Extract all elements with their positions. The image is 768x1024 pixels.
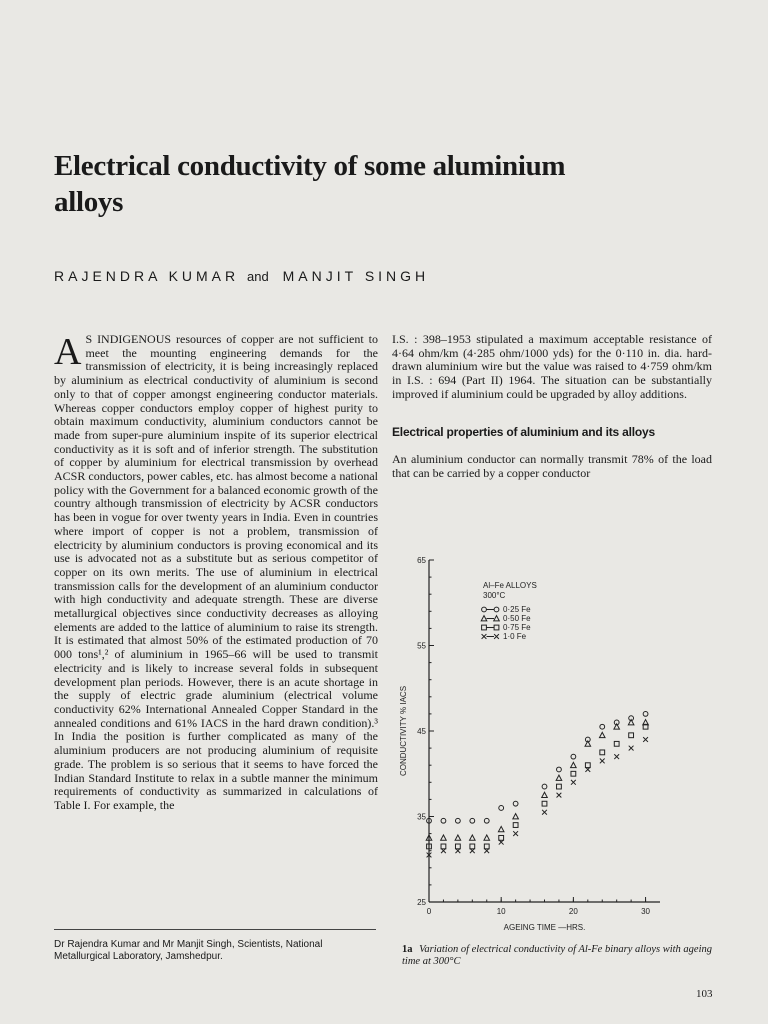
- legend-title: Al–Fe ALLOYS: [483, 581, 537, 590]
- data-point-series-3: [499, 835, 504, 840]
- data-point-series-2: [484, 835, 490, 840]
- right-paragraph-1: I.S. : 398–1953 stipulated a maximum acceptable resistance of 4·64 ohm/km (4·285 ohm/1000 yds) for the 0·110 in. dia. hard-drawn aluminium wire but the value was raised to 4·759 ohm/km in I.S. : 694 (Part II) 1964. The situation can be substantially improved if aluminium could be upgraded by alloy additions.: [392, 332, 712, 401]
- y-tick-label: 35: [417, 812, 426, 822]
- legend-label: 0·75 Fe: [503, 623, 531, 632]
- figure-number: 1a: [402, 944, 413, 955]
- data-point-series-2: [585, 741, 591, 746]
- data-point-series-4: [571, 780, 576, 785]
- y-axis-label: CONDUCTIVITY % IACS: [399, 685, 408, 777]
- y-tick-label: 55: [417, 641, 426, 651]
- data-point-series-1: [643, 712, 648, 717]
- legend-marker-2: [481, 616, 487, 621]
- legend-label: 0·50 Fe: [503, 614, 531, 623]
- left-column-text: S INDIGENOUS resources of copper are not sufficient to meet the mounting engineering demands for the transmission of electricity, it is being increasingly replaced by aluminium as electrical conductivity of aluminium is second only to that of copper amongst engineering conductor materials. Whereas copper conductors employ copper of highest purity to obtain maximum conductivity, aluminium conductors cannot be made from super-pure aluminium inspite of its superior electrical conductivity as it is soft and of inferior strength. The substitution of copper by aluminium for electrical transmission by overhead ACSR conductors, power cables, etc. has almost become a national policy with the Government for a balanced economic growth of the country although transmission of electricity by ACSR conductors has been in vogue for over twenty years in India. Even in countries where import of copper is not a problem, transmission of electricity by aluminium conductors is proving economical and its use is advocated not as a substitute but as serious competitor of copper on its own merits. The use of aluminium in electrical transmission calls for the development of an aluminium conductor with high conductivity and adequate strength. These are diverse metallurgical objectives since conductivity decreases as alloying elements are added to the lattice of aluminium to raise its strength. It is estimated that almost 50% of the estimated production of 70 000 tons¹,² of aluminium in 1965–66 will be used to transmit electricity and is likely to increase several folds in subsequent development plan periods. However, there is an acute shortage in the supply of electric grade aluminium (electrical volume conductivity 62% International Annealed Copper Standard in the annealed conditions and 61% IACS in the hard drawn condition).³ In India the position is further complicated as many of the aluminium producers are not producing aluminium of requisite grade. The problem is so serious that it seems to have forced the Indian Standard Institute to relax in a subtle manner the minimum requirements of conductivity as summarized in calculations of Table I. For example, the: [54, 332, 378, 812]
- figure-caption-text: Variation of electrical conductivity of Al-Fe binary alloys with ageing time at 300°C: [402, 944, 713, 967]
- author-conjunction: and: [247, 269, 269, 284]
- data-point-series-1: [484, 818, 489, 823]
- data-point-series-4: [513, 831, 518, 836]
- data-point-series-2: [542, 792, 548, 797]
- data-point-series-4: [614, 754, 619, 759]
- legend-label: 0·25 Fe: [503, 605, 531, 614]
- x-tick-label: 0: [426, 907, 432, 916]
- right-column: [392, 333, 712, 481]
- data-point-series-3: [484, 844, 489, 849]
- author-affiliation-footnote: Dr Rajendra Kumar and Mr Manjit Singh, Scientists, National Metallurgical Laboratory, Jamshedpur.: [54, 939, 323, 962]
- figure-caption: [402, 944, 722, 968]
- author-1: RAJENDRA KUMAR: [54, 268, 240, 284]
- chart-legend: [481, 581, 537, 641]
- data-point-series-3: [441, 844, 446, 849]
- data-point-series-4: [542, 810, 547, 815]
- data-point-series-2: [455, 835, 461, 840]
- author-line: [54, 268, 429, 284]
- author-2: MANJIT SINGH: [282, 268, 430, 284]
- data-point-series-2: [498, 826, 504, 831]
- data-point-series-3: [629, 733, 634, 738]
- data-point-series-2: [513, 814, 519, 819]
- section-heading: Electrical properties of aluminium and its alloys: [392, 424, 655, 439]
- data-point-series-1: [499, 806, 504, 811]
- data-point-series-3: [557, 784, 562, 789]
- data-point-series-2: [614, 724, 620, 729]
- x-axis-label: AGEING TIME —HRS.: [503, 923, 586, 932]
- legend-marker-4: [494, 634, 499, 639]
- data-point-series-4: [643, 737, 648, 742]
- data-point-series-2: [628, 720, 634, 725]
- data-point-series-2: [599, 732, 605, 737]
- x-tick-label: 20: [568, 907, 578, 916]
- legend-label: 1·0 Fe: [503, 632, 527, 641]
- data-point-series-1: [542, 784, 547, 789]
- x-tick-label: 10: [496, 907, 506, 916]
- data-point-series-1: [600, 724, 605, 729]
- y-tick-label: 45: [417, 727, 426, 736]
- y-tick-label: 65: [417, 556, 426, 565]
- data-point-series-1: [513, 801, 518, 806]
- data-point-series-3: [542, 801, 547, 806]
- legend-marker-1: [482, 607, 487, 612]
- data-point-series-2: [470, 835, 476, 840]
- data-point-series-3: [455, 844, 460, 849]
- data-point-series-3: [600, 750, 605, 755]
- footnote-rule: [54, 929, 376, 930]
- x-tick-label: 30: [641, 907, 651, 916]
- data-point-series-3: [513, 823, 518, 828]
- drop-cap: A: [54, 331, 82, 373]
- data-point-series-3: [585, 763, 590, 768]
- legend-marker-4: [482, 634, 487, 639]
- legend-subtitle: 300°C: [483, 591, 506, 600]
- legend-marker-3: [482, 625, 487, 630]
- data-point-series-4: [629, 746, 634, 751]
- legend-marker-1: [494, 607, 499, 612]
- data-point-series-2: [441, 835, 447, 840]
- data-point-series-3: [614, 741, 619, 746]
- data-point-series-1: [571, 754, 576, 759]
- article-title: Electrical conductivity of some aluminium alloys: [54, 150, 566, 218]
- data-point-series-4: [557, 793, 562, 798]
- legend-marker-3: [494, 625, 499, 630]
- left-column: [54, 333, 378, 813]
- chart-marks: [426, 712, 648, 858]
- data-point-series-1: [441, 818, 446, 823]
- data-point-series-3: [470, 844, 475, 849]
- right-paragraph-2: An aluminium conductor can normally transmit 78% of the load that can be carried by a copper conductor: [392, 452, 712, 480]
- data-point-series-3: [571, 771, 576, 776]
- legend-marker-2: [494, 616, 500, 621]
- data-point-series-1: [455, 818, 460, 823]
- conductivity-chart: [392, 548, 692, 933]
- y-tick-label: 25: [417, 898, 426, 907]
- data-point-series-4: [600, 759, 605, 764]
- data-point-series-2: [556, 775, 562, 780]
- data-point-series-1: [470, 818, 475, 823]
- data-point-series-2: [571, 762, 577, 767]
- data-point-series-1: [557, 767, 562, 772]
- page-number: 103: [696, 988, 713, 1000]
